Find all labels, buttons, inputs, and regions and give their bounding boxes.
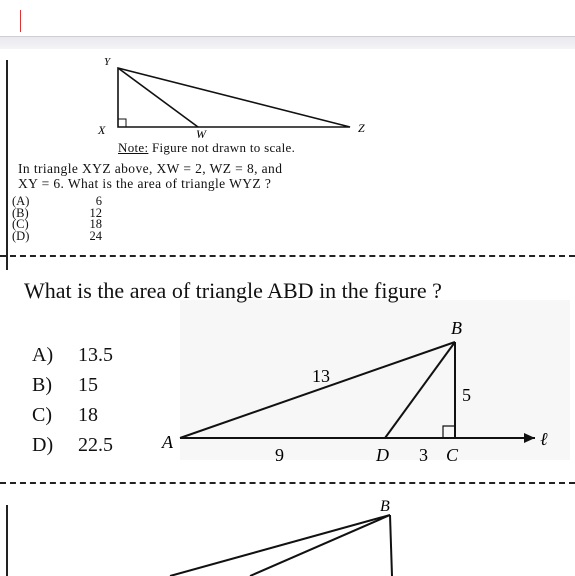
note-text: Figure not drawn to scale.	[148, 140, 296, 155]
label-x: X	[98, 123, 106, 137]
triangle-xyz-figure	[0, 50, 575, 150]
label-d: D	[376, 445, 389, 465]
choice-b[interactable]: (B) 12	[12, 205, 102, 220]
length-ab: 13	[312, 366, 330, 386]
figure-note	[118, 140, 295, 156]
partial-figure	[0, 495, 575, 576]
triangle-abd-figure	[0, 300, 575, 470]
label-b-partial: B	[380, 498, 390, 515]
divider-2	[0, 482, 575, 484]
choice-a[interactable]: A) 13.5	[32, 344, 113, 366]
toolbar-edge	[0, 36, 575, 49]
label-w: W	[196, 127, 206, 141]
label-c: C	[446, 445, 459, 465]
note-prefix: Note:	[118, 140, 149, 155]
choice-a[interactable]: (A) 6	[12, 194, 102, 208]
choice-d[interactable]: (D) 24	[12, 228, 102, 243]
choice-b[interactable]: B) 15	[32, 374, 98, 396]
length-bc: 5	[462, 385, 471, 405]
question-2-text: What is the area of triangle ABD in the figure ?	[24, 278, 442, 303]
label-a: A	[162, 432, 173, 452]
question-1-text	[18, 161, 558, 191]
label-line: ℓ	[540, 429, 548, 449]
length-ad: 9	[275, 445, 284, 465]
choice-c[interactable]: (C) 18	[12, 217, 102, 231]
choice-d[interactable]: D) 22.5	[32, 434, 113, 456]
top-toolbar	[0, 0, 575, 36]
question-1-line-1: In triangle XYZ above, XW = 2, WZ = 8, and	[18, 161, 283, 176]
label-y: Y	[104, 56, 111, 68]
length-dc: 3	[419, 445, 428, 465]
cursor-mark	[20, 10, 21, 32]
label-b: B	[451, 318, 462, 338]
choice-c[interactable]: C) 18	[32, 404, 98, 426]
label-z: Z	[358, 121, 365, 135]
divider-1	[0, 255, 575, 257]
question-1-line-2: XY = 6. What is the area of triangle WYZ ?	[18, 176, 272, 191]
question-1-choices	[12, 196, 112, 242]
